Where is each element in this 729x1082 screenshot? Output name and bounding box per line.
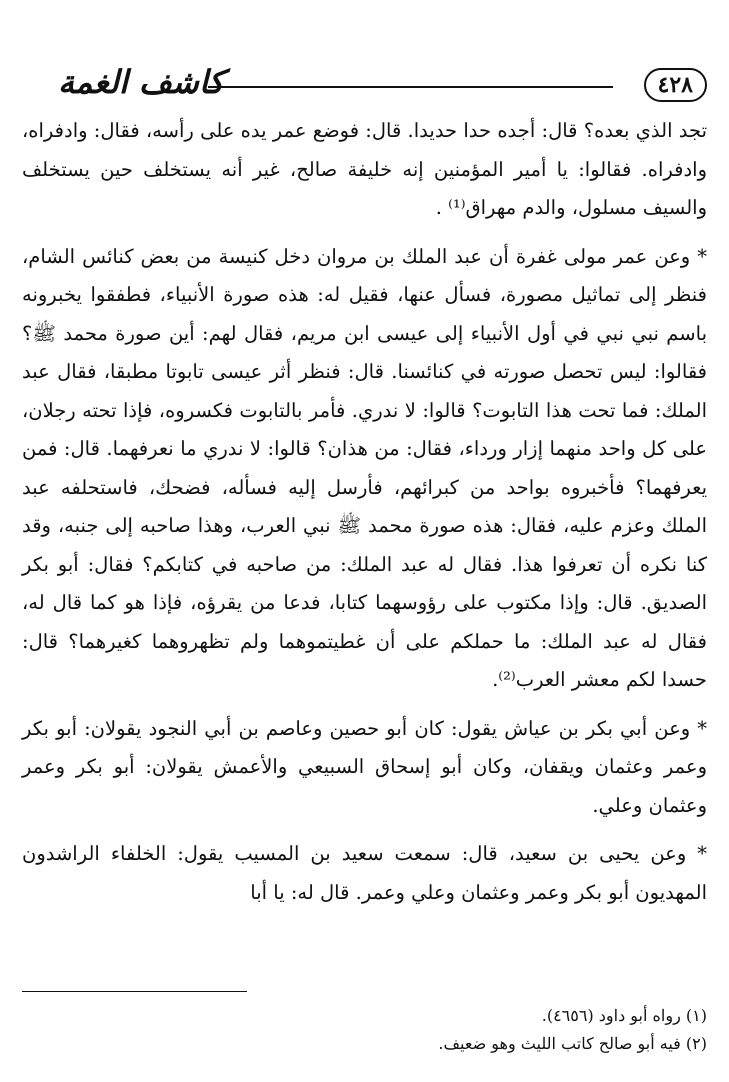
footnote-2: (٢) فيه أبو صالح كاتب الليث وهو ضعيف. (438, 1034, 707, 1053)
footnote-separator (22, 991, 247, 992)
paragraph-1: تجد الذي بعده؟ قال: أجده حدا حديدا. قال: فوضع عمر يده على رأسه، فقال: وادفراه، وادفراه. فقالوا: يا أمير المؤمنين إنه خليفة صالح، غير أنه يستخلف حين يستخلف والسيف مسلول، والدم مهراق⁽¹⁾ . (22, 119, 707, 219)
paragraph-2: * وعن عمر مولى غفرة أن عبد الملك بن مروان دخل كنيسة من بعض كنائس الشام، فنظر إلى تماثيل مصورة، فسأل عنها، فقيل له: هذه صورة الأنبياء، فطفقوا يخبرونه باسم نبي نبي في أول الأنبياء إلى عيسى ابن مريم، فقال لهم: أين صورة محمد ﷺ؟ فقالوا: ليس تحصل صورته في كنائسنا. قال: فنظر أثر عيسى تابوتا مطبقا، فقال عبد الملك: فما تحت هذا التابوت؟ قالوا: لا ندري. فأمر بالتابوت فكسروه، فإذا تحته رجلان، على كل واحد منهما إزار ورداء، فقال: من هذان؟ قالوا: لا ندري ما نعرفهما. قال: فمن يعرفهما؟ فأخبروه بواحد من كبرائهم، فأرسل إليه فسأله، فضحك، فاستحلفه عبد الملك وعزم عليه، فقال: هذه صورة محمد ﷺ نبي العرب، وهذا صاحبه إلى جنبه، وقد كنا نكره أن تعرفوا هذا. فقال له عبد الملك: من صاحبه في كتابكم؟ فقال: أبو بكر الصديق. قال: وإذا مكتوب على رؤوسهما كتابا، فدعا من يقرؤه، فإذا هو كما قال له، فقال له عبد الملك: ما حملكم على أن غطيتموهما ولم تظهروهما كغيرهما؟ قال: حسدا لكم معشر العرب⁽²⁾. (22, 244, 707, 691)
book-title: كاشف الغمة (58, 63, 224, 101)
header-rule (208, 86, 613, 88)
paragraph-3: * وعن أبي بكر بن عياش يقول: كان أبو حصين وعاصم بن أبي النجود يقولان: أبو بكر وعمر وعثمان ويقفان، وكان أبو إسحاق السبيعي والأعمش يقولان: أبو بكر وعمر وعثمان وعلي. (22, 716, 707, 817)
page-body (22, 112, 707, 912)
page-number: ٤٢٨ (644, 68, 707, 102)
page-header (58, 64, 707, 116)
paragraph-4: * وعن يحيى بن سعيد، قال: سمعت سعيد بن المسيب يقول: الخلفاء الراشدون المهديون أبو بكر وعمر وعثمان وعلي وعمر. قال له: يا أبا (22, 842, 707, 904)
footnotes (22, 1002, 707, 1058)
footnote-1: (١) رواه أبو داود (٤٦٥٦). (541, 1006, 707, 1025)
